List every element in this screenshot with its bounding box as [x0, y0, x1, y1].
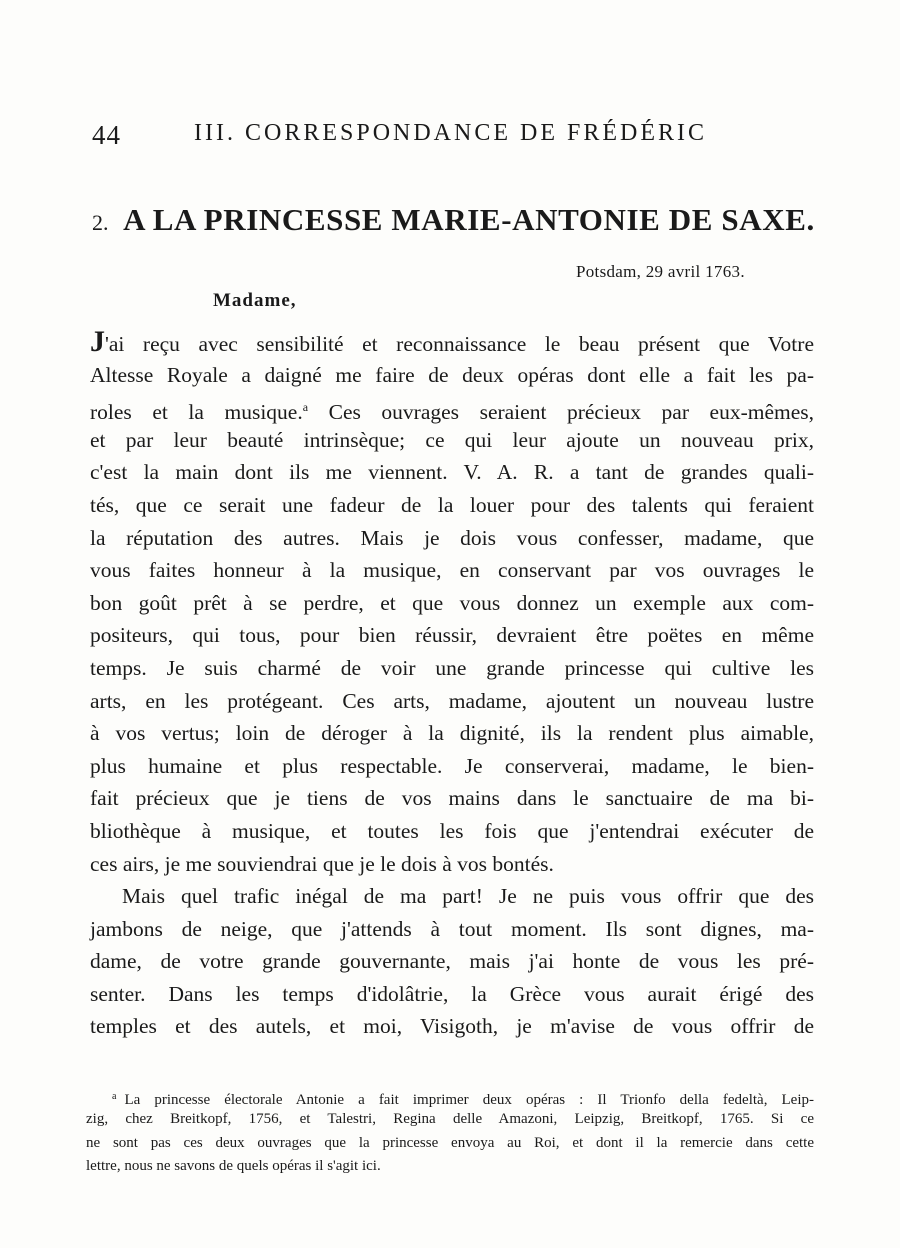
dateline: Potsdam, 29 avril 1763.: [576, 262, 745, 281]
text-line: roles et la musique.$^a$ Ces ouvrages seraient précieux par eux-mêmes,: [90, 400, 815, 425]
footnotes: [86, 1085, 814, 1179]
text-line: senter. Dans les temps d'idolâtrie, la Grèce vous aurait érigé des: [90, 981, 814, 1006]
letter-title: [92, 202, 832, 238]
drop-cap: J: [90, 325, 105, 358]
text-line: Mais quel trafic inégal de ma part! Je ne puis vous offrir que des: [122, 884, 814, 909]
text-line: à vos vertus; loin de déroger à la dignité, ils la rendent plus aimable,: [90, 721, 814, 746]
text-line: temples et des autels, et moi, Visigoth, je m'avise de vous offrir de: [90, 1014, 814, 1039]
text-line: fait précieux que je tiens de vos mains dans le sanctuaire de ma bi-: [90, 786, 814, 811]
text-line: positeurs, qui tous, pour bien réussir, devraient être poëtes en même: [90, 623, 814, 648]
footnote-line: zig, chez Breitkopf, 1756, et Talestri, Regina delle Amazoni, Leipzig, Breitkopf, 1765. Si ce: [86, 1111, 814, 1128]
footnote-reference: a: [302, 400, 309, 415]
text-line: dame, de votre grande gouvernante, mais j'ai honte de vous les pré-: [90, 949, 814, 974]
text-line: tés, que ce serait une fadeur de la louer pour des talents qui feraient: [90, 492, 814, 517]
text-line: c'est la main dont ils me viennent. V. A. R. a tant de grandes quali-: [90, 460, 814, 485]
text-line: jambons de neige, que j'attends à tout moment. Ils sont dignes, ma-: [90, 916, 814, 941]
footnote-marker: a: [112, 1091, 117, 1102]
text-line: bon goût prêt à se perdre, et que vous donnez un exemple aux com-: [90, 590, 814, 615]
footnote-line: ne sont pas ces deux ouvrages que la princesse envoya au Roi, et dont il la remercie dans cette: [86, 1134, 814, 1151]
text-line: J'ai reçu avec sensibilité et reconnaissance le beau présent que Votre: [90, 325, 814, 358]
salutation: Madame,: [213, 290, 297, 311]
letter-title-text: A LA PRINCESSE MARIE-ANTONIE DE SAXE.: [123, 202, 815, 237]
running-head: [92, 116, 732, 156]
letter-number: 2.: [92, 210, 109, 235]
running-title: III. CORRESPONDANCE DE FRÉDÉRIC: [194, 120, 708, 146]
footnote-line: $^a$ La princesse électorale Antonie a fait imprimer deux opéras : Il Trionfo della fedeltà, Leip-: [112, 1091, 814, 1108]
text-line: la réputation des autres. Mais je dois vous confesser, madame, que: [90, 525, 814, 550]
text-line: vous faites honneur à la musique, en conservant par vos ouvrages le: [90, 558, 814, 583]
text-line: arts, en les protégeant. Ces arts, madame, ajoutent un nouveau lustre: [90, 688, 814, 713]
text-line: ces airs, je me souviendrai que je le dois à vos bontés.: [90, 851, 554, 876]
text-line: plus humaine et plus respectable. Je conserverai, madame, le bien-: [90, 753, 814, 778]
text-line: et par leur beauté intrinsèque; ce qui leur ajoute un nouveau prix,: [90, 427, 814, 452]
letter-body: [90, 326, 814, 1043]
text-line: Altesse Royale a daigné me faire de deux opéras dont elle a fait les pa-: [90, 362, 814, 387]
page-number: 44: [92, 120, 121, 150]
footnote-line: lettre, nous ne savons de quels opéras il s'agit ici.: [86, 1158, 381, 1175]
text-line: temps. Je suis charmé de voir une grande princesse qui cultive les: [90, 655, 814, 680]
text-line: bliothèque à musique, et toutes les fois que j'entendrai exécuter de: [90, 818, 814, 843]
